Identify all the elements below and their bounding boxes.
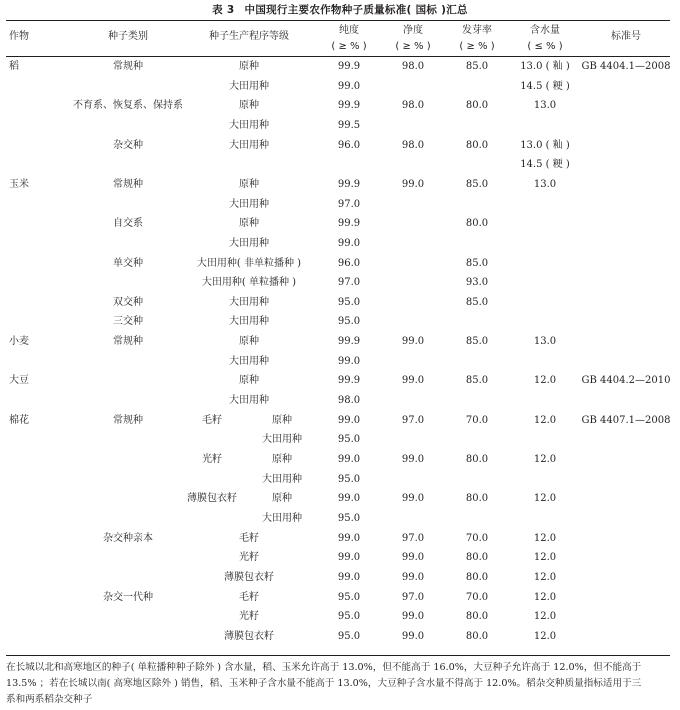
cell-germination: 85.0 — [465, 61, 489, 72]
cell-crop: 稻 — [9, 61, 19, 72]
header-germination-unit: ( ≥ % ) — [459, 41, 495, 52]
header-seed-type: 种子类别 — [108, 31, 148, 42]
cell-grade: 薄膜包衣籽 — [224, 630, 274, 642]
cell-cleanness: 99.0 — [401, 375, 425, 387]
cell-seed-type: 不育系、恢复系、保持系 — [73, 100, 183, 112]
cell-moisture: 14.5 ( 粳 ) — [520, 159, 570, 171]
cell-grade: 光籽 — [239, 552, 259, 564]
cell-purity: 99.9 — [337, 61, 361, 72]
cell-seed-type: 单交种 — [113, 257, 143, 269]
cell-purity: 95.0 — [337, 591, 361, 603]
cell-cleanness: 97.0 — [401, 414, 425, 426]
cell-germination: 80.0 — [465, 552, 489, 564]
cell-grade: 原种 — [239, 336, 259, 348]
cell-grade: 原种 — [239, 218, 259, 230]
cell-grade: 原种 — [239, 100, 259, 112]
cell-purity: 99.0 — [337, 571, 361, 583]
bottom-rule — [6, 655, 670, 656]
cell-moisture: 12.0 — [533, 414, 557, 426]
cell-grade: 大田用种( 非单粒播种 ) — [196, 257, 302, 269]
header-moisture: 含水量 — [530, 25, 560, 36]
cell-germination: 85.0 — [465, 178, 489, 190]
cell-grade: 大田用种( 单粒播种 ) — [201, 277, 297, 289]
cell-cleanness: 97.0 — [401, 591, 425, 603]
cell-purity: 99.9 — [337, 218, 361, 230]
cell-seed-form: 毛籽 — [202, 414, 222, 426]
cell-grade: 原种 — [239, 375, 259, 387]
cell-grade: 大田用种 — [229, 237, 269, 249]
header-grade: 种子生产程序等级 — [209, 31, 289, 42]
cell-moisture: 14.5 ( 粳 ) — [520, 80, 570, 92]
cell-purity: 99.0 — [337, 454, 361, 465]
cell-standard: GB 4407.1—2008 — [581, 414, 671, 426]
cell-grade: 大田用种 — [229, 139, 269, 151]
cell-grade: 光籽 — [239, 611, 259, 623]
cell-cleanness: 98.0 — [401, 61, 425, 72]
cell-crop: 小麦 — [9, 336, 29, 348]
cell-standard: GB 4404.2—2010 — [581, 375, 671, 387]
cell-cleanness: 98.0 — [401, 139, 425, 151]
cell-germination: 70.0 — [465, 591, 489, 603]
cell-grade: 大田用种 — [262, 512, 302, 524]
cell-purity: 97.0 — [337, 198, 361, 210]
cell-seed-type: 常规种 — [113, 61, 143, 72]
cell-purity: 98.0 — [337, 395, 361, 407]
header-germination: 发芽率 — [462, 25, 492, 36]
cell-moisture: 12.0 — [533, 552, 557, 564]
cell-grade: 毛籽 — [239, 591, 259, 603]
cell-standard: GB 4404.1—2008 — [581, 61, 671, 72]
cell-moisture: 12.0 — [533, 532, 557, 544]
table-number: 表 3 — [212, 4, 235, 16]
cell-grade: 毛籽 — [239, 532, 259, 544]
cell-moisture: 13.0 — [533, 100, 557, 112]
header-cleanness: 净度 — [403, 25, 423, 36]
cell-purity: 99.9 — [337, 100, 361, 112]
cell-seed-type: 三交种 — [113, 316, 143, 328]
cell-germination: 80.0 — [465, 571, 489, 583]
cell-seed-type: 杂交种 — [113, 139, 143, 151]
cell-purity: 95.0 — [337, 316, 361, 328]
cell-purity: 99.0 — [337, 414, 361, 426]
cell-germination: 80.0 — [465, 611, 489, 623]
cell-purity: 96.0 — [337, 139, 361, 151]
cell-moisture: 13.0 ( 籼 ) — [520, 61, 570, 72]
cell-purity: 99.0 — [337, 80, 361, 92]
cell-grade: 原种 — [272, 454, 292, 465]
cell-crop: 棉花 — [9, 414, 29, 426]
cell-purity: 95.0 — [337, 296, 361, 308]
cell-grade: 大田用种 — [229, 119, 269, 131]
cell-moisture: 12.0 — [533, 591, 557, 603]
cell-grade: 大田用种 — [229, 395, 269, 407]
cell-grade: 原种 — [239, 61, 259, 72]
cell-cleanness: 99.0 — [401, 611, 425, 623]
cell-cleanness: 99.0 — [401, 336, 425, 348]
cell-cleanness: 99.0 — [401, 178, 425, 190]
cell-germination: 80.0 — [465, 630, 489, 642]
cell-germination: 93.0 — [465, 277, 489, 289]
cell-cleanness: 99.0 — [401, 571, 425, 583]
header-rule — [6, 56, 670, 57]
table-footnote — [6, 660, 674, 708]
cell-seed-type: 双交种 — [113, 296, 143, 308]
cell-purity: 96.0 — [337, 257, 361, 269]
cell-purity: 99.0 — [337, 532, 361, 544]
cell-grade: 大田用种 — [229, 198, 269, 210]
cell-germination: 85.0 — [465, 296, 489, 308]
cell-seed-type: 常规种 — [113, 336, 143, 348]
cell-grade: 大田用种 — [229, 296, 269, 308]
cell-grade: 原种 — [272, 493, 292, 505]
cell-germination: 70.0 — [465, 532, 489, 544]
header-crop: 作物 — [9, 31, 29, 42]
cell-cleanness: 99.0 — [401, 630, 425, 642]
cell-cleanness: 99.0 — [401, 552, 425, 564]
cell-grade: 原种 — [239, 178, 259, 190]
cell-seed-type: 常规种 — [113, 414, 143, 426]
cell-grade: 大田用种 — [229, 316, 269, 328]
cell-crop: 大豆 — [9, 375, 29, 387]
cell-moisture: 13.0 — [533, 178, 557, 190]
cell-grade: 薄膜包衣籽 — [224, 571, 274, 583]
cell-moisture: 13.0 — [533, 336, 557, 348]
cell-germination: 80.0 — [465, 454, 489, 465]
cell-purity: 95.0 — [337, 630, 361, 642]
cell-seed-form: 薄膜包衣籽 — [187, 493, 237, 505]
cell-grade: 大田用种 — [262, 473, 302, 485]
cell-purity: 95.0 — [337, 512, 361, 524]
cell-purity: 99.9 — [337, 178, 361, 190]
cell-purity: 95.0 — [337, 473, 361, 485]
cell-cleanness: 99.0 — [401, 454, 425, 465]
footnote-line: 系和两系稻杂交种子 — [6, 694, 93, 705]
cell-moisture: 12.0 — [533, 375, 557, 387]
table-title-text: 中国现行主要农作物种子质量标准( 国标 )汇总 — [244, 4, 468, 16]
cell-grade: 大田用种 — [229, 80, 269, 92]
cell-moisture: 13.0 ( 籼 ) — [520, 139, 570, 151]
footnote-line: 在长城以北和高寒地区的种子( 单粒播种种子除外 ) 含水量，稻、玉米允许高于 13.0%，但不能高于 16.0%，大豆种子允许高于 12.0%，但不能高于 — [6, 662, 642, 673]
table-title — [0, 2, 680, 17]
cell-cleanness: 97.0 — [401, 532, 425, 544]
header-cleanness-unit: ( ≥ % ) — [395, 41, 431, 52]
header-standard: 标准号 — [611, 31, 641, 42]
top-rule — [6, 20, 670, 21]
cell-purity: 99.9 — [337, 336, 361, 348]
footnote-line: 13.5% ；若在长城以南( 高寒地区除外 ) 销售，稻、玉米种子含水量不能高于 13.0%，大豆种子含水量不得高于 12.0%。稻杂交种质量指标适用于三 — [6, 678, 642, 689]
cell-purity: 99.0 — [337, 552, 361, 564]
cell-moisture: 12.0 — [533, 611, 557, 623]
cell-germination: 80.0 — [465, 100, 489, 112]
cell-cleanness: 99.0 — [401, 493, 425, 505]
header-moisture-unit: ( ≤ % ) — [527, 41, 563, 52]
cell-purity: 99.9 — [337, 375, 361, 387]
cell-crop: 玉米 — [9, 178, 29, 190]
cell-germination: 80.0 — [465, 139, 489, 151]
cell-purity: 99.0 — [337, 355, 361, 367]
cell-moisture: 12.0 — [533, 630, 557, 642]
header-purity-unit: ( ≥ % ) — [331, 41, 367, 52]
cell-germination: 80.0 — [465, 493, 489, 505]
cell-grade: 大田用种 — [229, 355, 269, 367]
cell-germination: 85.0 — [465, 336, 489, 348]
cell-moisture: 12.0 — [533, 454, 557, 465]
cell-purity: 95.0 — [337, 611, 361, 623]
cell-germination: 80.0 — [465, 218, 489, 230]
cell-seed-form: 光籽 — [202, 454, 222, 465]
cell-germination: 70.0 — [465, 414, 489, 426]
cell-seed-type: 杂交种亲本 — [103, 532, 153, 544]
cell-purity: 99.5 — [337, 119, 361, 131]
cell-germination: 85.0 — [465, 257, 489, 269]
cell-purity: 99.0 — [337, 237, 361, 249]
cell-purity: 99.0 — [337, 493, 361, 505]
cell-seed-type: 自交系 — [113, 218, 143, 230]
cell-moisture: 12.0 — [533, 493, 557, 505]
cell-seed-type: 杂交一代种 — [103, 591, 153, 603]
cell-grade: 原种 — [272, 414, 292, 426]
cell-purity: 97.0 — [337, 277, 361, 289]
header-purity: 纯度 — [339, 25, 359, 36]
cell-seed-type: 常规种 — [113, 178, 143, 190]
cell-germination: 85.0 — [465, 375, 489, 387]
cell-cleanness: 98.0 — [401, 100, 425, 112]
cell-grade: 大田用种 — [262, 434, 302, 446]
cell-purity: 95.0 — [337, 434, 361, 446]
cell-moisture: 12.0 — [533, 571, 557, 583]
